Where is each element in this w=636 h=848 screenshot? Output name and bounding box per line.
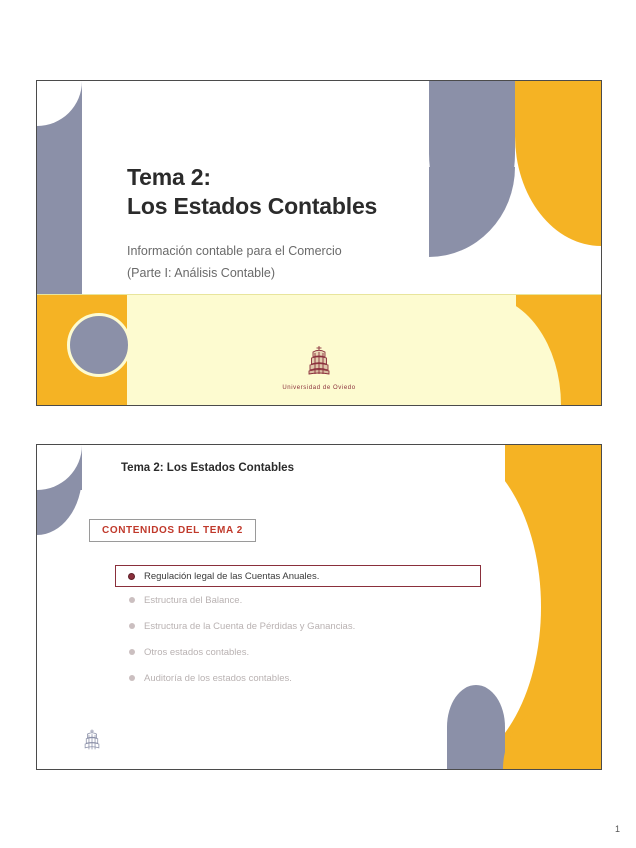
decorative-circle: [67, 313, 131, 377]
list-item-label: Regulación legal de las Cuentas Anuales.: [144, 570, 320, 582]
university-shield-icon: [302, 344, 336, 378]
slide-title-line-2: Los Estados Contables: [127, 193, 378, 220]
university-logo: [239, 344, 399, 391]
contents-label-box: CONTENIDOS DEL TEMA 2: [89, 519, 256, 542]
slide-subtitle-line-2: (Parte I: Análisis Contable): [127, 265, 275, 280]
decorative-petal-grey: [447, 685, 505, 769]
slide-title: [36, 80, 602, 406]
bullet-icon: [129, 623, 135, 629]
contents-list: [115, 565, 515, 691]
decorative-petal-yellow: [515, 81, 601, 246]
bullet-icon: [129, 649, 135, 655]
bullet-icon: [129, 675, 135, 681]
bullet-icon: [128, 573, 135, 580]
list-item-label: Estructura de la Cuenta de Pérdidas y Ganancias.: [144, 620, 356, 632]
page-number: 1: [614, 824, 620, 834]
list-item-label: Otros estados contables.: [144, 646, 250, 658]
university-logo-caption: Universidad de Oviedo: [282, 385, 356, 391]
slide-subtitle-line-1: Información contable para el Comercio: [127, 244, 342, 258]
slide-title-line-1: Tema 2:: [127, 164, 211, 190]
bullet-icon: [129, 597, 135, 603]
list-item[interactable]: [115, 665, 515, 691]
slide-header-title: Tema 2: Los Estados Contables: [121, 462, 294, 474]
list-item[interactable]: [115, 613, 515, 639]
list-item[interactable]: [115, 587, 515, 613]
list-item-label: Estructura del Balance.: [144, 594, 243, 606]
list-item[interactable]: [115, 565, 481, 587]
decorative-petal-grey-2: [429, 167, 515, 257]
list-item[interactable]: [115, 639, 515, 665]
slide-contents: [36, 444, 602, 770]
slide-subtitle: [127, 241, 342, 285]
list-item-label: Auditoría de los estados contables.: [144, 672, 292, 684]
slide-title-text: [127, 163, 377, 222]
university-shield-icon: [79, 728, 105, 759]
